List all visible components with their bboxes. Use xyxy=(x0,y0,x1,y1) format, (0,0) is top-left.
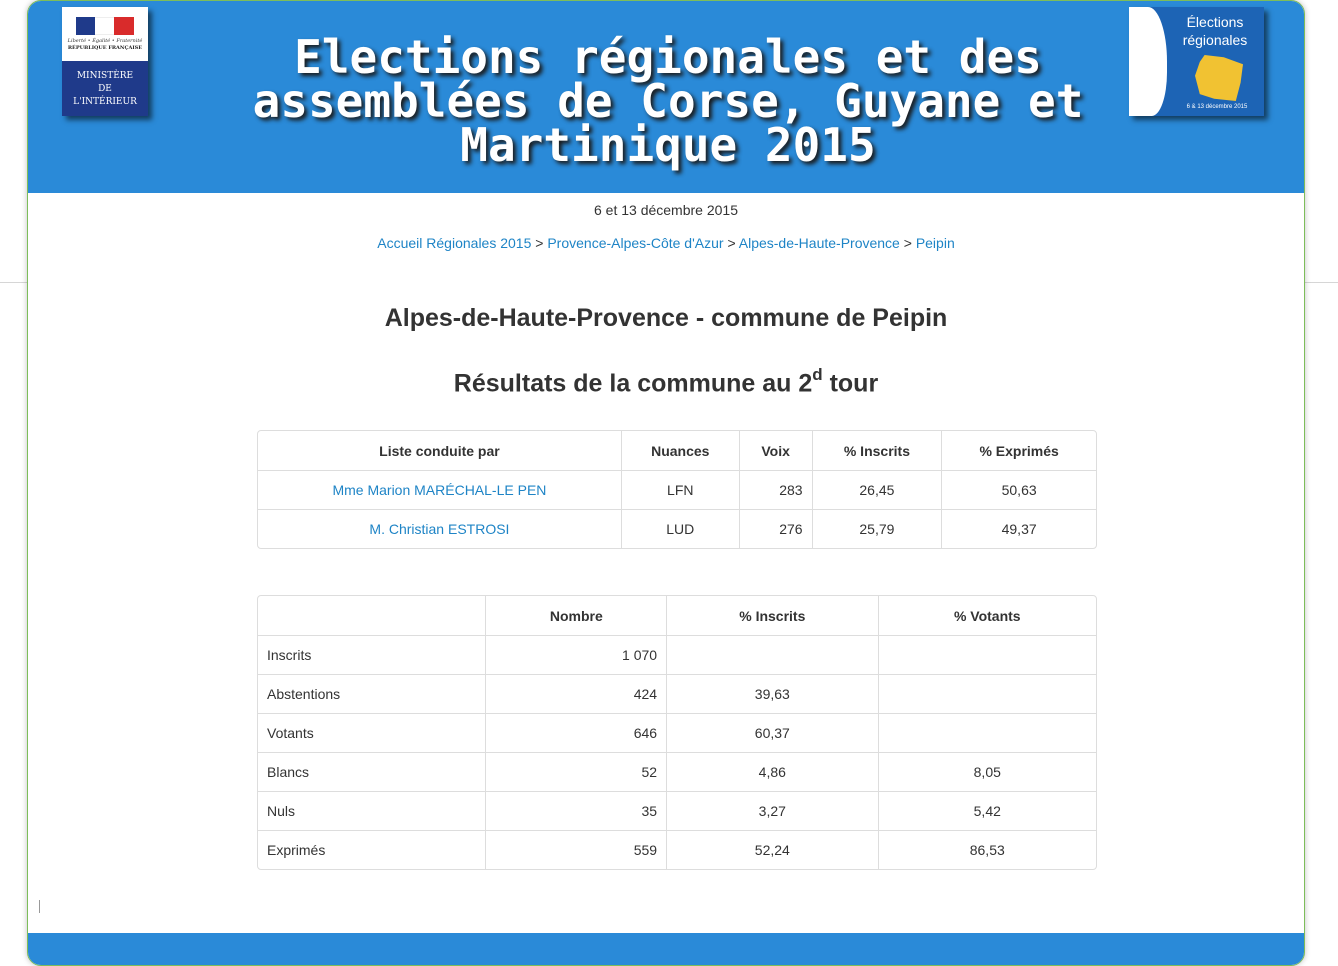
breadcrumb-region-link[interactable]: Provence-Alpes-Côte d'Azur xyxy=(547,235,724,251)
ministry-line-2: DE xyxy=(98,84,112,94)
votants-cell: 8,05 xyxy=(879,752,1096,791)
votants-cell xyxy=(879,713,1096,752)
election-dates: 6 et 13 décembre 2015 xyxy=(594,202,738,218)
candidate-cell xyxy=(258,470,622,509)
votants-cell xyxy=(879,635,1096,674)
column-header: % Inscrits xyxy=(667,596,878,635)
breadcrumb-separator: > xyxy=(727,235,736,251)
breadcrumb-commune-link[interactable]: Peipin xyxy=(915,235,955,251)
french-flag-icon xyxy=(62,7,148,61)
votants-cell: 5,42 xyxy=(879,791,1096,830)
column-header: Nuances xyxy=(622,431,740,470)
row-label: Nuls xyxy=(258,791,486,830)
breadcrumb-department-link[interactable]: Alpes-de-Haute-Provence xyxy=(738,235,900,251)
candidate-link[interactable]: Mme Marion MARÉCHAL-LE PEN xyxy=(332,482,547,498)
france-map-icon xyxy=(1195,55,1243,101)
table-row xyxy=(258,830,1096,869)
page-header xyxy=(28,1,1304,193)
motto: Liberté • Égalité • Fraternité xyxy=(67,38,143,44)
right-divider xyxy=(1305,282,1338,283)
votants-cell: 86,53 xyxy=(879,830,1096,869)
ministry-line-3: L'INTÉRIEUR xyxy=(73,97,137,107)
breadcrumb-home-link[interactable]: Accueil Régionales 2015 xyxy=(377,235,532,251)
table-row xyxy=(258,791,1096,830)
elections-logo-text xyxy=(1171,13,1259,49)
row-label: Votants xyxy=(258,713,486,752)
site-title: Elections régionales et des assemblées de Corse, Guyane et Martinique 2015 xyxy=(252,30,1084,172)
republic-label: RÉPUBLIQUE FRANÇAISE xyxy=(67,45,143,51)
table-row xyxy=(258,674,1096,713)
exprimes-cell: 50,63 xyxy=(942,470,1096,509)
inscrits-cell: 25,79 xyxy=(813,509,943,548)
column-header: Liste conduite par xyxy=(258,431,622,470)
candidate-link[interactable]: M. Christian ESTROSI xyxy=(369,521,510,537)
ministry-label xyxy=(62,61,148,116)
column-header: % Inscrits xyxy=(813,431,943,470)
table-row xyxy=(258,509,1096,548)
inscrits-cell: 4,86 xyxy=(667,752,878,791)
nombre-cell: 559 xyxy=(486,830,667,869)
elections-logo-line-1: Élections xyxy=(1186,14,1244,30)
text-cursor xyxy=(39,900,40,913)
table-header-row xyxy=(258,431,1096,470)
row-label: Exprimés xyxy=(258,830,486,869)
row-label: Blancs xyxy=(258,752,486,791)
nombre-cell: 1 070 xyxy=(486,635,667,674)
column-header: % Exprimés xyxy=(979,442,1059,459)
inscrits-cell: 3,27 xyxy=(667,791,878,830)
row-label: Abstentions xyxy=(258,674,486,713)
nombre-cell: 52 xyxy=(486,752,667,791)
breadcrumb-separator: > xyxy=(903,235,912,251)
elections-logo-date: 6 & 13 décembre 2015 xyxy=(1186,104,1248,110)
table-row xyxy=(258,752,1096,791)
ministry-line-1: MINISTÈRE xyxy=(76,71,134,81)
column-header xyxy=(258,596,486,635)
page-frame xyxy=(27,0,1305,966)
inscrits-cell: 60,37 xyxy=(667,713,878,752)
table-header-row xyxy=(258,596,1096,635)
nuance-cell: LUD xyxy=(622,509,740,548)
inscrits-cell xyxy=(667,635,878,674)
page-footer xyxy=(28,933,1304,966)
row-label: Inscrits xyxy=(258,635,486,674)
marianne-profile-icon xyxy=(1129,7,1167,116)
left-divider xyxy=(0,282,27,283)
ministry-logo[interactable] xyxy=(62,7,148,116)
nombre-cell: 424 xyxy=(486,674,667,713)
section-title-text: Résultats de la commune au 2 xyxy=(453,369,813,398)
results-table xyxy=(257,430,1097,549)
section-title xyxy=(28,367,1304,398)
inscrits-cell: 39,63 xyxy=(667,674,878,713)
nombre-cell: 35 xyxy=(486,791,667,830)
section-title-sup: d xyxy=(812,365,823,384)
table-row xyxy=(258,635,1096,674)
voix-cell: 283 xyxy=(740,470,813,509)
page-title: Alpes-de-Haute-Provence - commune de Peipin xyxy=(384,304,948,332)
breadcrumb-separator: > xyxy=(535,235,544,251)
voix-cell: 276 xyxy=(740,509,813,548)
stats-table xyxy=(257,595,1097,870)
elections-logo[interactable] xyxy=(1129,7,1264,116)
exprimes-cell: 49,37 xyxy=(942,509,1096,548)
column-header: Nombre xyxy=(486,596,667,635)
column-header: % Votants xyxy=(953,607,1021,624)
table-row xyxy=(258,713,1096,752)
inscrits-cell: 52,24 xyxy=(667,830,878,869)
elections-logo-line-2: régionales xyxy=(1182,32,1248,48)
candidate-cell xyxy=(258,509,622,548)
column-header: Voix xyxy=(740,431,813,470)
nuance-cell: LFN xyxy=(622,470,740,509)
nombre-cell: 646 xyxy=(486,713,667,752)
table-row xyxy=(258,470,1096,509)
section-title-suffix: tour xyxy=(822,369,879,398)
breadcrumb xyxy=(28,235,1304,251)
inscrits-cell: 26,45 xyxy=(813,470,943,509)
votants-cell xyxy=(879,674,1096,713)
